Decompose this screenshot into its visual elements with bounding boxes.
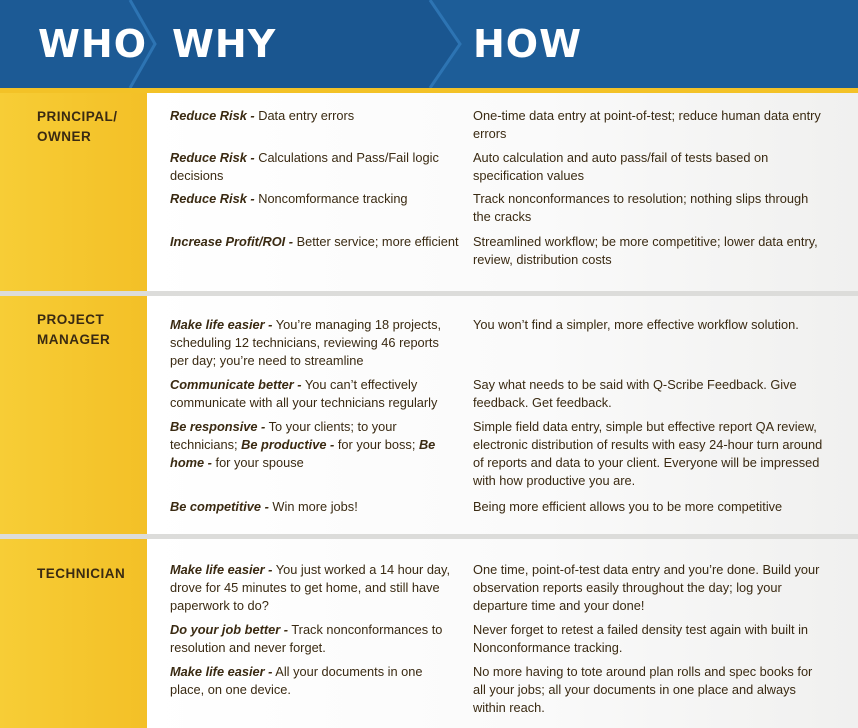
how-cell: Never forget to retest a failed density test again with built in Nonconformance tracking.: [473, 622, 809, 655]
why-keyword: Make life easier -: [170, 317, 273, 332]
how-heading: HOW: [473, 22, 583, 66]
who-label: [37, 564, 125, 584]
who-label: [37, 310, 110, 350]
how-cell: One time, point-of-test data entry and you’re done. Build your observation reports easily throughout the day; log your departure time and your done!: [473, 562, 820, 613]
who-label-line: PRINCIPAL/: [37, 109, 118, 124]
why-description: Calculations and Pass/Fail logic decisions: [170, 150, 439, 183]
why-keyword: Be home -: [170, 437, 436, 470]
why-keyword: Be competitive -: [170, 499, 269, 514]
why-cell: [170, 190, 460, 208]
how-cell: Simple field data entry, simple but effective report QA review, electronic distribution of results with easy 24-hour turn around of reports and data to your client. Everyone will be impressed with how productive you are.: [473, 419, 823, 488]
why-keyword: Make life easier -: [170, 562, 273, 577]
why-cell: [170, 316, 460, 370]
who-label-line: PROJECT: [37, 312, 105, 327]
why-cell: [170, 149, 460, 185]
who-column: [0, 539, 147, 728]
why-description: You’re managing 18 projects, scheduling 12 technicians, reviewing 46 reports per day; you’re need to streamline: [170, 317, 442, 368]
why-cell: [170, 498, 460, 516]
how-cell: You won’t find a simpler, more effective workflow solution.: [473, 317, 799, 332]
why-description: Track nonconformances to resolution and never forget.: [170, 622, 443, 655]
why-keyword: Be productive -: [241, 437, 335, 452]
why-keyword: Reduce Risk -: [170, 191, 255, 206]
why-description: for your boss;: [334, 437, 419, 452]
why-description: To your clients; to your technicians;: [170, 419, 397, 452]
header-banner: [0, 0, 858, 88]
why-description: for your spouse: [211, 455, 304, 470]
why-cell: [170, 561, 460, 615]
why-description: Better service; more efficient: [293, 234, 459, 249]
why-cell: [170, 663, 460, 699]
why-keyword: Be responsive -: [170, 419, 266, 434]
why-description: You can’t effectively communicate with all your technicians regularly: [170, 377, 438, 410]
how-cell: One-time data entry at point-of-test; reduce human data entry errors: [473, 108, 821, 141]
why-cell: [170, 621, 460, 657]
why-description: Win more jobs!: [268, 499, 358, 514]
why-description: Data entry errors: [254, 108, 355, 123]
how-cell: Being more efficient allows you to be more competitive: [473, 499, 783, 514]
who-label-line: OWNER: [37, 129, 92, 144]
how-cell: Say what needs to be said with Q-Scribe Feedback. Give feedback. Get feedback.: [473, 377, 797, 410]
why-keyword: Reduce Risk -: [170, 108, 255, 123]
why-cell: [170, 233, 460, 251]
who-label-line: TECHNICIAN: [37, 566, 126, 581]
why-description: Noncomformance tracking: [254, 191, 408, 206]
why-cell: [170, 107, 460, 125]
why-description: All your documents in one place, on one device.: [170, 664, 423, 697]
section-technician: [0, 539, 858, 728]
who-column: [0, 296, 147, 534]
section-principal-owner: [0, 93, 858, 291]
section-project-manager: [0, 296, 858, 534]
why-keyword: Communicate better -: [170, 377, 302, 392]
why-keyword: Reduce Risk -: [170, 150, 255, 165]
how-cell: No more having to tote around plan rolls and spec books for all your jobs; all your documents in one place and always within reach.: [473, 664, 813, 715]
who-label-line: MANAGER: [37, 332, 111, 347]
how-cell: Streamlined workflow; be more competitive; lower data entry, review, distribution costs: [473, 234, 818, 267]
who-column: [0, 93, 147, 291]
why-description: You just worked a 14 hour day, drove for 45 minutes to get home, and still have paperwork to do?: [170, 562, 451, 613]
why-cell: [170, 376, 460, 412]
who-heading: WHO: [38, 22, 148, 66]
how-cell: Auto calculation and auto pass/fail of tests based on specification values: [473, 150, 769, 183]
who-label: [37, 107, 118, 147]
why-keyword: Do your job better -: [170, 622, 289, 637]
why-cell: [170, 418, 460, 472]
why-heading: WHY: [172, 22, 277, 66]
how-cell: Track nonconformances to resolution; nothing slips through the cracks: [473, 191, 809, 224]
why-keyword: Increase Profit/ROI -: [170, 234, 294, 249]
why-keyword: Make life easier -: [170, 664, 273, 679]
